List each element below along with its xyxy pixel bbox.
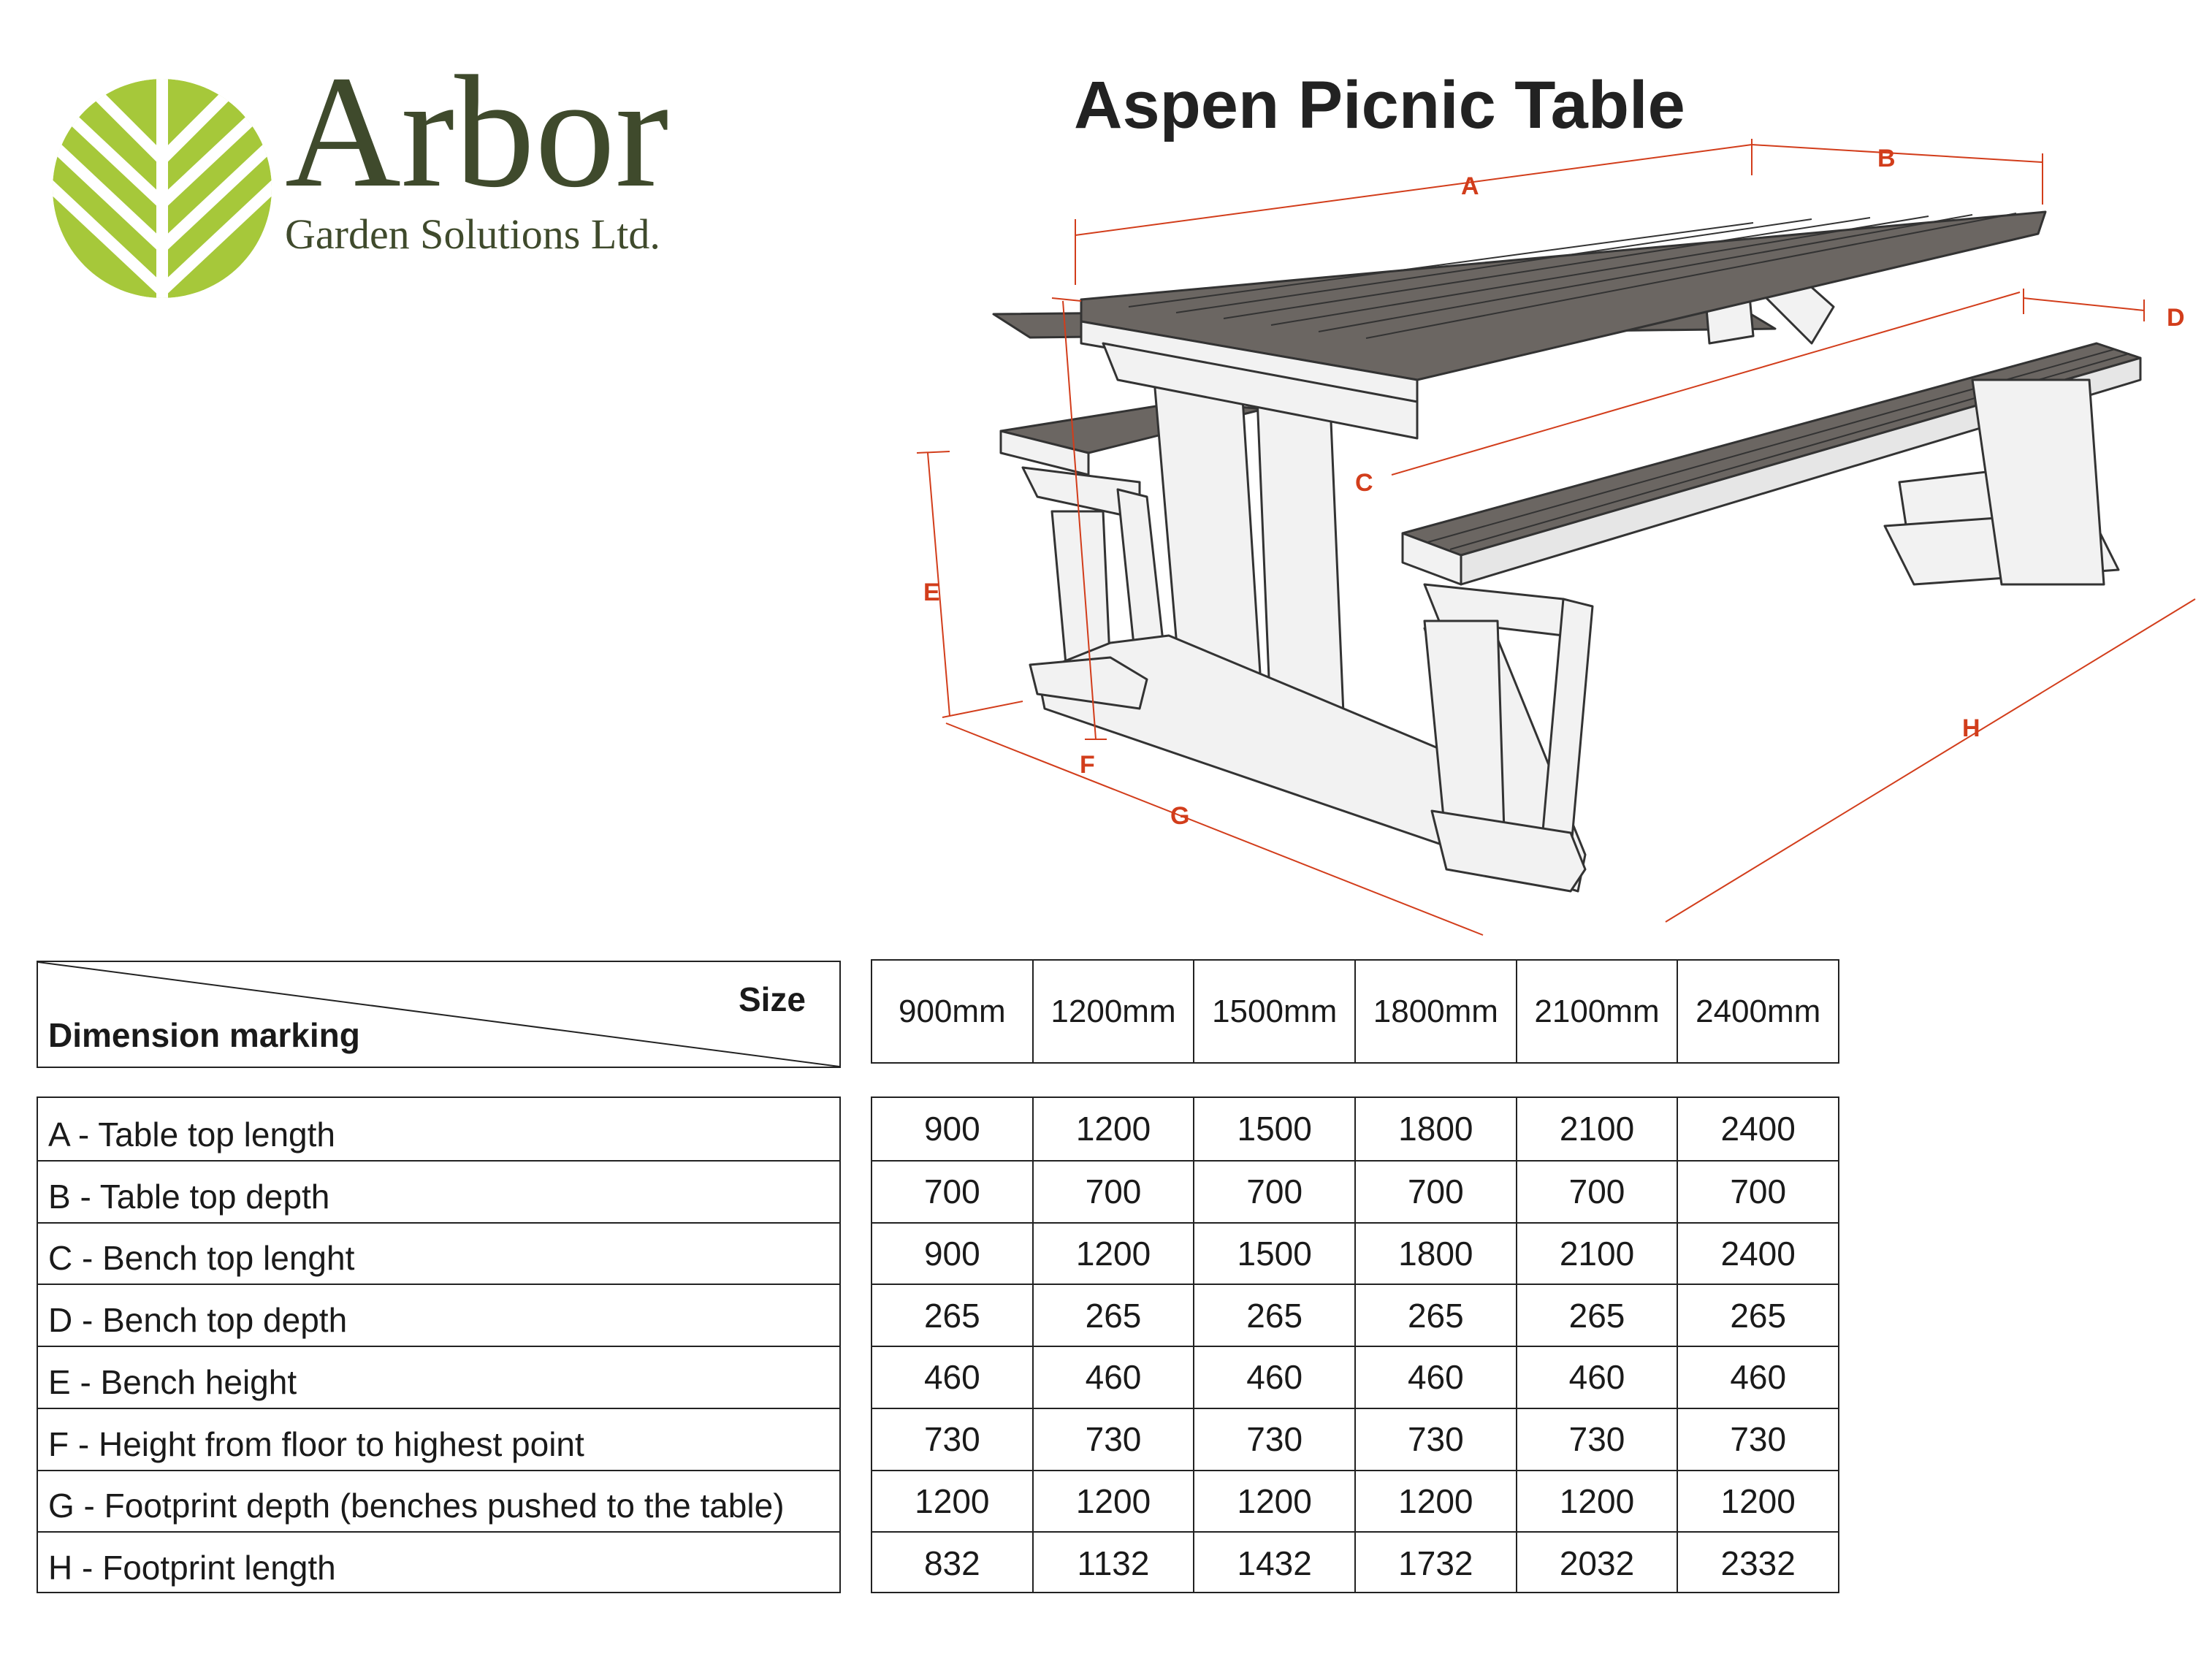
brand-name: Arbor <box>285 42 669 221</box>
value-cell: 2400 <box>1677 1098 1838 1160</box>
value-cell: 700 <box>1193 1162 1354 1222</box>
table-row <box>872 1346 1838 1408</box>
table-row <box>872 1160 1838 1222</box>
value-cell: 2032 <box>1516 1533 1677 1593</box>
value-cell: 1132 <box>1032 1533 1194 1593</box>
value-cell: 700 <box>1516 1162 1677 1222</box>
value-cell: 832 <box>923 1544 980 1582</box>
value-cell: 1200 <box>1032 1471 1194 1532</box>
value-cell: 265 <box>1032 1285 1194 1346</box>
value-cell: 460 <box>1354 1347 1516 1408</box>
page-title: Aspen Picnic Table <box>1074 68 1685 142</box>
row-label: C - Bench top lenght <box>48 1239 355 1278</box>
value-cell: 265 <box>923 1296 980 1335</box>
value-cell: 730 <box>923 1420 980 1459</box>
row-label: H - Footprint length <box>48 1549 336 1587</box>
size-column-header: 1200mm <box>1032 961 1194 1062</box>
row-label: D - Bench top depth <box>48 1301 348 1339</box>
value-cell: 700 <box>1677 1162 1838 1222</box>
value-cell: 1200 <box>1677 1471 1838 1532</box>
value-cell: 1200 <box>1032 1224 1194 1284</box>
value-cell: 1800 <box>1354 1098 1516 1160</box>
value-cell: 1500 <box>1193 1098 1354 1160</box>
table-row <box>38 1222 839 1284</box>
value-cell: 900 <box>923 1110 980 1148</box>
value-cell: 1500 <box>1193 1224 1354 1284</box>
table-row <box>872 1284 1838 1346</box>
value-cell: 2332 <box>1677 1533 1838 1593</box>
table-row <box>38 1346 839 1408</box>
table-row <box>38 1470 839 1532</box>
value-cell: 2400 <box>1677 1224 1838 1284</box>
value-cell: 265 <box>1677 1285 1838 1346</box>
dim-label-f: F <box>1080 751 1095 779</box>
value-cell: 700 <box>1354 1162 1516 1222</box>
dim-label-h: H <box>1962 714 1980 742</box>
value-cell: 2100 <box>1516 1224 1677 1284</box>
size-column-header: 1500mm <box>1193 961 1354 1062</box>
table-row <box>872 1470 1838 1532</box>
header-dimension-label: Dimension marking <box>48 1016 360 1054</box>
value-cell: 730 <box>1032 1409 1194 1470</box>
value-cell: 265 <box>1516 1285 1677 1346</box>
row-label: F - Height from floor to highest point <box>48 1425 584 1463</box>
row-label: G - Footprint depth (benches pushed to the table) <box>48 1487 785 1525</box>
value-cell: 265 <box>1193 1285 1354 1346</box>
value-cell: 700 <box>1032 1162 1194 1222</box>
size-column-header: 900mm <box>898 993 1006 1029</box>
table-row <box>38 1284 839 1346</box>
table-row <box>872 1098 1838 1160</box>
value-cell: 460 <box>1193 1347 1354 1408</box>
table-header-corner <box>37 961 841 1068</box>
value-cell: 1200 <box>1354 1471 1516 1532</box>
dim-label-e: E <box>923 579 940 606</box>
size-column-header: 2400mm <box>1677 961 1838 1062</box>
dimension-values-grid <box>871 1097 1839 1593</box>
value-cell: 460 <box>1677 1347 1838 1408</box>
dim-label-d: D <box>2167 304 2185 332</box>
dim-label-a: A <box>1461 172 1479 200</box>
value-cell: 1732 <box>1354 1533 1516 1593</box>
table-row <box>38 1531 839 1593</box>
dim-label-b: B <box>1877 145 1896 172</box>
row-label: E - Bench height <box>48 1362 297 1401</box>
table-row <box>38 1098 839 1160</box>
dim-label-g: G <box>1170 802 1190 830</box>
row-label: B - Table top depth <box>48 1177 330 1216</box>
value-cell: 460 <box>1032 1347 1194 1408</box>
value-cell: 700 <box>923 1172 980 1211</box>
table-row <box>38 1160 839 1222</box>
value-cell: 1800 <box>1354 1224 1516 1284</box>
value-cell: 730 <box>1516 1409 1677 1470</box>
header-size-label: Size <box>738 980 806 1018</box>
size-column-header: 2100mm <box>1516 961 1677 1062</box>
brand-subtitle: Garden Solutions Ltd. <box>285 210 660 258</box>
value-cell: 2100 <box>1516 1098 1677 1160</box>
table-row <box>38 1408 839 1470</box>
value-cell: 1200 <box>1516 1471 1677 1532</box>
value-cell: 460 <box>923 1358 980 1397</box>
size-column-header: 1800mm <box>1354 961 1516 1062</box>
dim-label-c: C <box>1355 469 1373 497</box>
value-cell: 1200 <box>1193 1471 1354 1532</box>
value-cell: 730 <box>1354 1409 1516 1470</box>
value-cell: 730 <box>1193 1409 1354 1470</box>
size-header-row <box>871 959 1839 1064</box>
value-cell: 1200 <box>915 1481 990 1520</box>
value-cell: 730 <box>1677 1409 1838 1470</box>
value-cell: 265 <box>1354 1285 1516 1346</box>
value-cell: 460 <box>1516 1347 1677 1408</box>
value-cell: 1200 <box>1032 1098 1194 1160</box>
dimension-labels-column <box>37 1097 841 1593</box>
value-cell: 1432 <box>1193 1533 1354 1593</box>
table-row <box>872 1408 1838 1470</box>
value-cell: 900 <box>923 1234 980 1273</box>
row-label: A - Table top length <box>48 1115 335 1153</box>
table-row <box>872 1222 1838 1284</box>
table-row <box>872 1531 1838 1593</box>
